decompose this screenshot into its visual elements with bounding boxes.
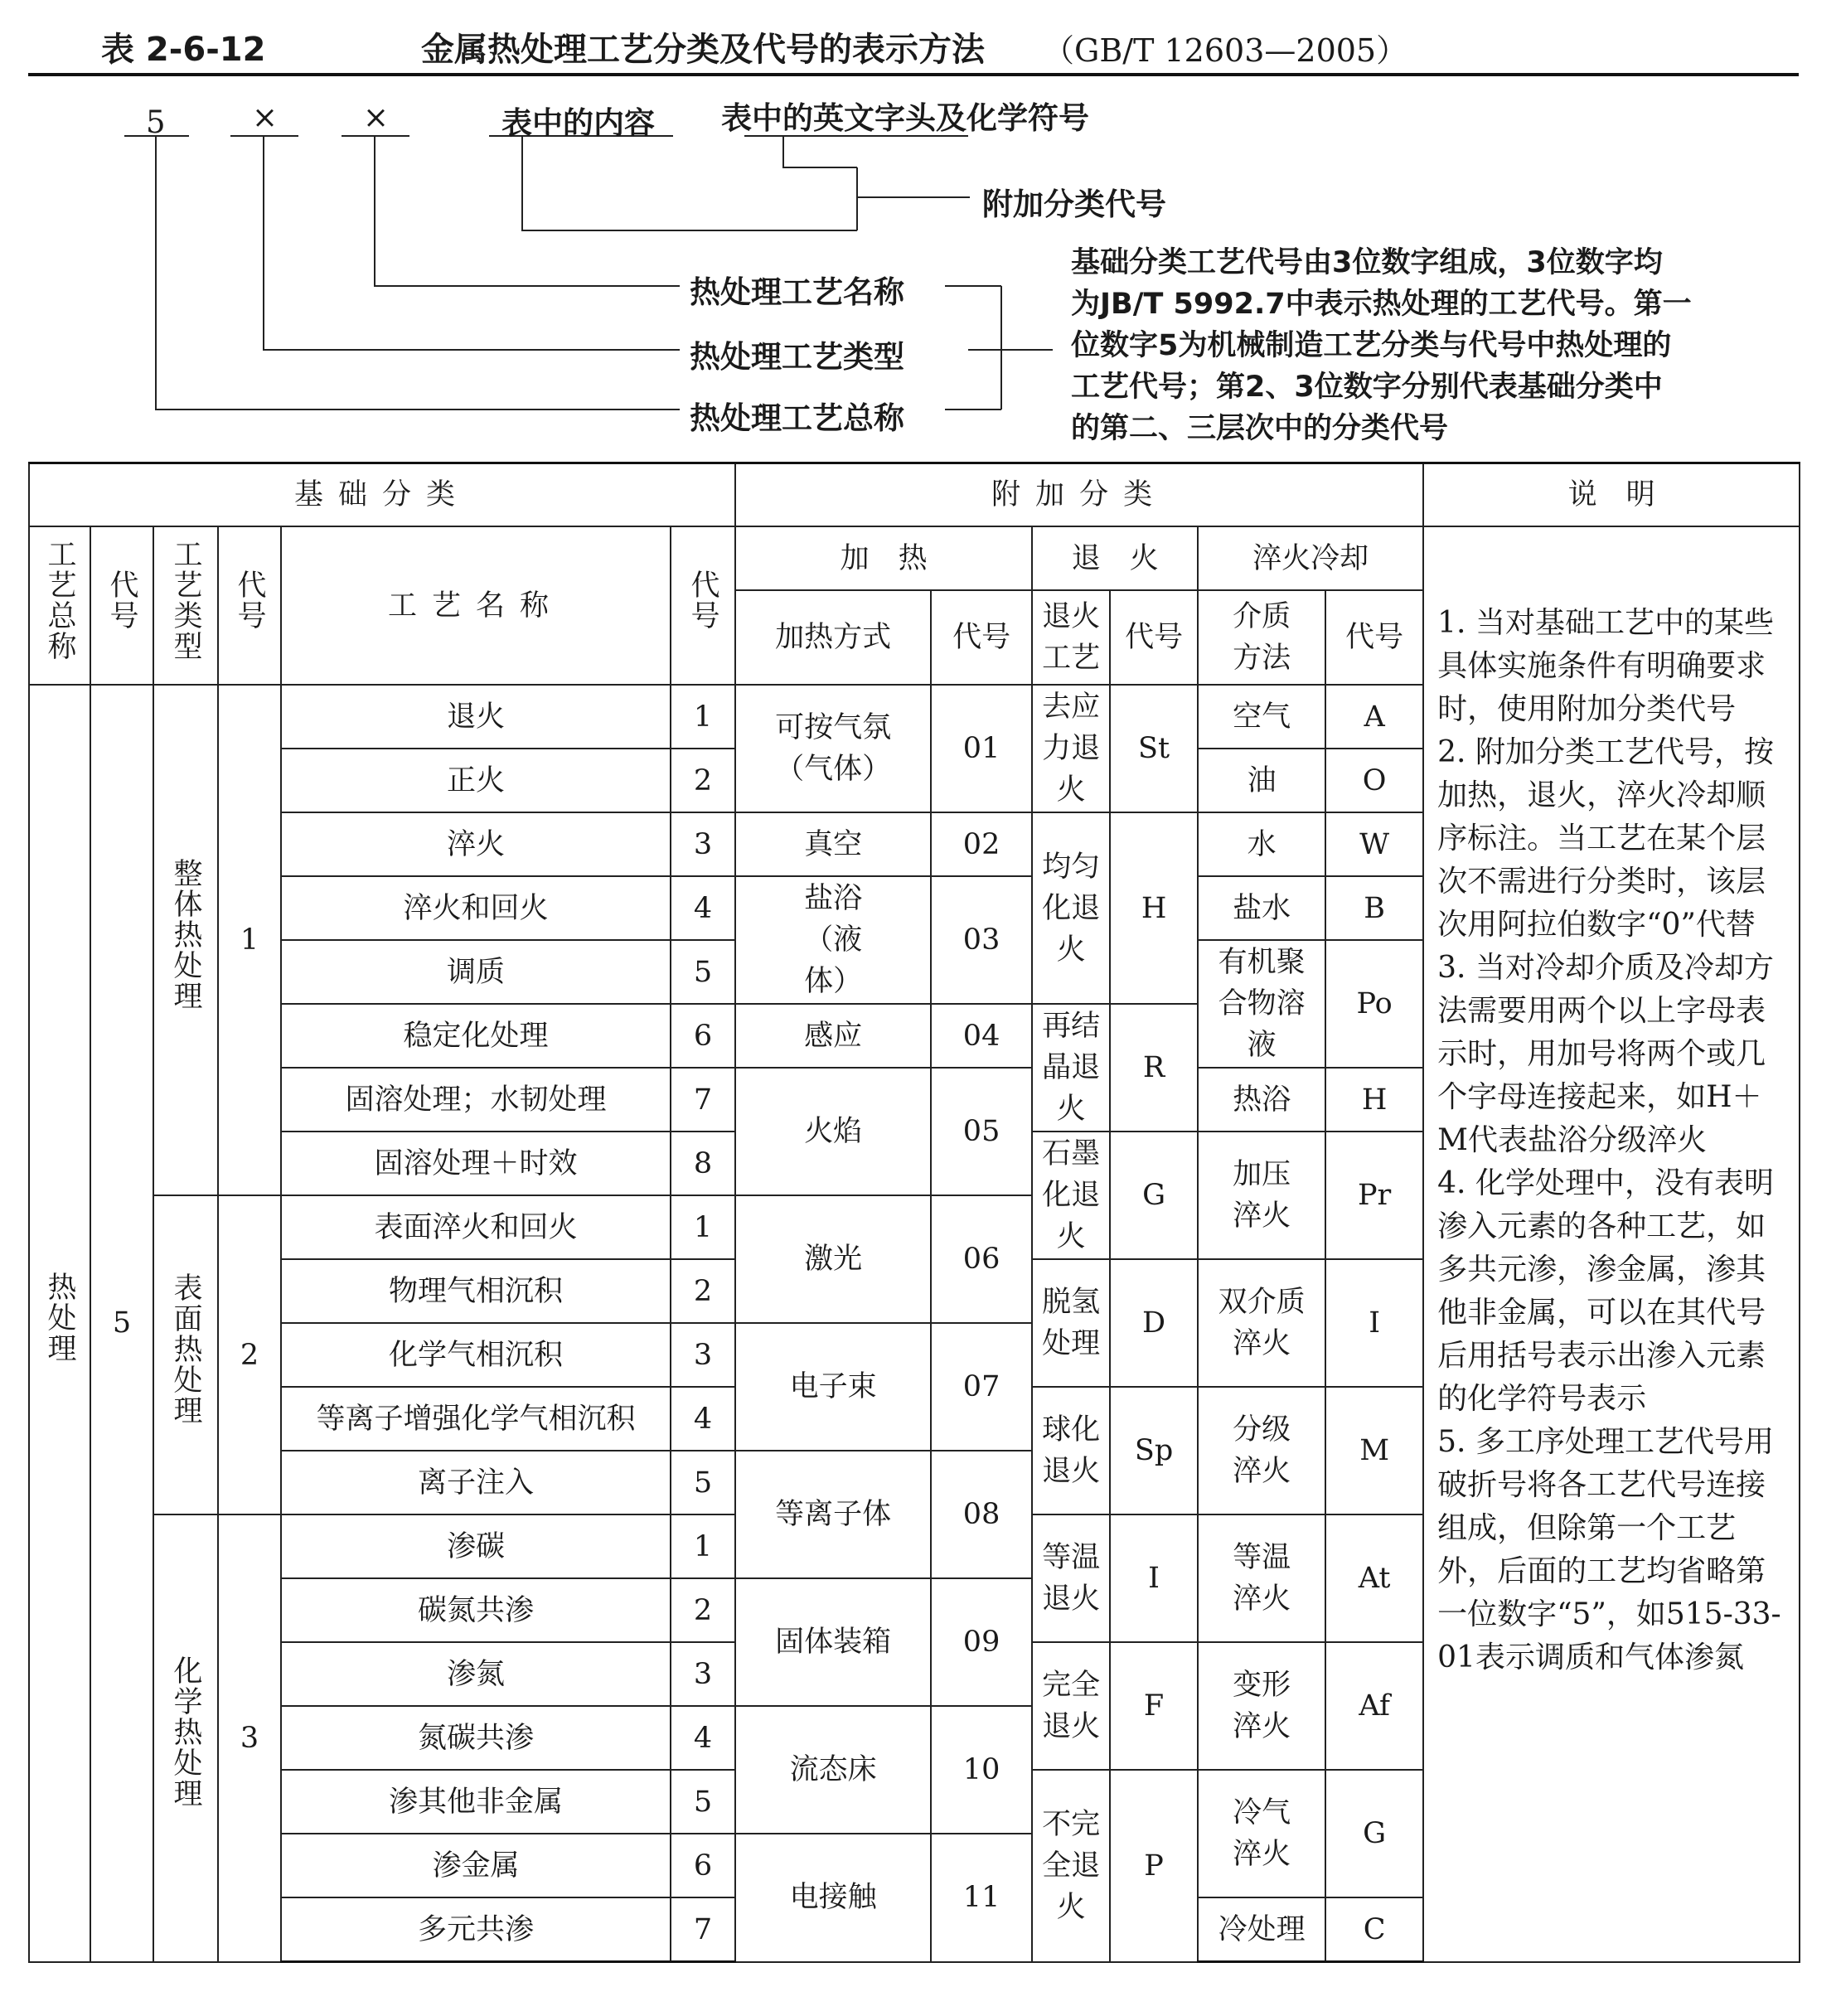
process-name-cell: 淬火 xyxy=(281,812,671,876)
heating-code-cell: 02 xyxy=(931,812,1032,876)
heating-code-cell: 03 xyxy=(931,876,1032,1004)
heating-method-cell: 电接触 xyxy=(735,1834,931,1962)
heating-code-cell: 11 xyxy=(931,1834,1032,1962)
process-name-cell: 固溶处理＋时效 xyxy=(281,1132,671,1195)
code-placeholder-2: × xyxy=(363,99,390,135)
process-code-cell: 8 xyxy=(671,1132,735,1195)
header-medium-method: 介质方法 xyxy=(1198,590,1325,685)
process-name-cell: 退火 xyxy=(281,685,671,749)
quench-code-cell: M xyxy=(1325,1387,1423,1514)
remark-item: 5. 多工序处理工艺代号用破折号将各工艺代号连接组成，但除第一个工艺外，后面的工艺均省略第一位数字“5”，如515-33-01表示调质和气体渗氮 xyxy=(1437,1425,1781,1674)
process-name-cell: 离子注入 xyxy=(281,1451,671,1514)
annealing-process-cell: 等温退火 xyxy=(1032,1514,1110,1642)
header-quench-code: 代号 xyxy=(1325,590,1423,685)
quench-code-cell: A xyxy=(1325,685,1423,749)
annealing-code-cell: Sp xyxy=(1110,1387,1198,1514)
header-basic: 基础分类 xyxy=(29,463,735,527)
heating-code-cell: 09 xyxy=(931,1578,1032,1706)
connector-letters xyxy=(783,136,857,167)
heating-method-cell: 等离子体 xyxy=(735,1451,931,1578)
label-process-name: 热处理工艺名称 xyxy=(690,274,904,310)
annealing-code-cell: R xyxy=(1110,1004,1198,1132)
heating-method-cell: 固体装箱 xyxy=(735,1578,931,1706)
quench-medium-cell: 空气 xyxy=(1198,685,1325,749)
process-name-cell: 正火 xyxy=(281,749,671,812)
annealing-process-cell: 完全退火 xyxy=(1032,1642,1110,1770)
header-heating: 加 热 xyxy=(735,526,1032,590)
header-additional: 附加分类 xyxy=(735,463,1423,527)
process-name-cell: 多元共渗 xyxy=(281,1897,671,1962)
header-heating-method: 加热方式 xyxy=(735,590,931,685)
process-code-cell: 3 xyxy=(671,1323,735,1387)
process-name-cell: 渗碳 xyxy=(281,1514,671,1578)
connector-general xyxy=(156,136,680,410)
quench-code-cell: Po xyxy=(1325,940,1423,1068)
header-remarks: 说 明 xyxy=(1423,463,1800,527)
quench-code-cell: At xyxy=(1325,1514,1423,1642)
remark-item: 4. 化学处理中，没有表明渗入元素的各种工艺，如多共元渗，渗金属，渗其他非金属，可以在其代号后用括号表示出渗入元素的化学符号表示 xyxy=(1437,1166,1774,1416)
type-name-cell: 整体热处理 xyxy=(153,685,218,1195)
process-code-cell: 5 xyxy=(671,940,735,1004)
process-code-cell: 7 xyxy=(671,1068,735,1132)
connector-content xyxy=(522,136,857,230)
heating-method-cell: 可按气氛（气体） xyxy=(735,685,931,812)
process-name-cell: 表面淬火和回火 xyxy=(281,1195,671,1259)
process-name-cell: 渗其他非金属 xyxy=(281,1770,671,1834)
page-title: 金属热处理工艺分类及代号的表示方法 xyxy=(421,31,985,69)
process-name-cell: 调质 xyxy=(281,940,671,1004)
label-process-type: 热处理工艺类型 xyxy=(690,339,904,375)
quench-medium-cell: 冷气淬火 xyxy=(1198,1770,1325,1897)
header-process-name: 工艺名称 xyxy=(281,526,671,685)
header-annealing-process: 退火工艺 xyxy=(1032,590,1110,685)
quench-medium-cell: 热浴 xyxy=(1198,1068,1325,1132)
heating-method-cell: 真空 xyxy=(735,812,931,876)
quench-code-cell: B xyxy=(1325,876,1423,940)
annealing-code-cell: P xyxy=(1110,1770,1198,1962)
process-code-cell: 5 xyxy=(671,1451,735,1514)
quench-medium-cell: 加压淬火 xyxy=(1198,1132,1325,1259)
process-code-cell: 2 xyxy=(671,1259,735,1323)
type-name-cell: 化学热处理 xyxy=(153,1514,218,1962)
quench-medium-cell: 冷处理 xyxy=(1198,1897,1325,1962)
process-name-cell: 固溶处理；水韧处理 xyxy=(281,1068,671,1132)
process-code-cell: 4 xyxy=(671,1387,735,1451)
process-code-cell: 3 xyxy=(671,812,735,876)
header-type: 工艺类型 xyxy=(153,526,218,685)
header-annealing: 退 火 xyxy=(1032,526,1198,590)
annealing-code-cell: H xyxy=(1110,812,1198,1004)
heating-code-cell: 10 xyxy=(931,1706,1032,1834)
table-number: 表 2-6-12 xyxy=(101,31,266,69)
quench-medium-cell: 有机聚合物溶液 xyxy=(1198,940,1325,1068)
header-general-name: 工艺总称 xyxy=(29,526,90,685)
process-name-cell: 淬火和回火 xyxy=(281,876,671,940)
header-general-code: 代号 xyxy=(90,526,153,685)
process-code-cell: 1 xyxy=(671,685,735,749)
heating-method-cell: 感应 xyxy=(735,1004,931,1068)
process-name-cell: 渗氮 xyxy=(281,1642,671,1706)
process-code-cell: 3 xyxy=(671,1642,735,1706)
connector-name xyxy=(375,136,680,286)
remark-item: 3. 当对冷却介质及冷却方法需要用两个以上字母表示时，用加号将两个或几个字母连接起来，如H＋M代表盐浴分级淬火 xyxy=(1437,951,1774,1157)
heating-method-cell: 电子束 xyxy=(735,1323,931,1451)
quench-medium-cell: 水 xyxy=(1198,812,1325,876)
process-name-cell: 化学气相沉积 xyxy=(281,1323,671,1387)
annealing-process-cell: 脱氢处理 xyxy=(1032,1259,1110,1387)
annealing-code-cell: F xyxy=(1110,1642,1198,1770)
connector-type xyxy=(264,136,680,350)
annealing-code-cell: G xyxy=(1110,1132,1198,1259)
general-name-cell: 热处理 xyxy=(29,685,90,1962)
quench-code-cell: O xyxy=(1325,749,1423,812)
process-code-cell: 6 xyxy=(671,1834,735,1897)
heating-code-cell: 06 xyxy=(931,1195,1032,1323)
label-table-content: 表中的内容 xyxy=(501,105,655,141)
annealing-process-cell: 均匀化退火 xyxy=(1032,812,1110,1004)
annealing-code-cell: I xyxy=(1110,1514,1198,1642)
quench-code-cell: I xyxy=(1325,1259,1423,1387)
code-explanation xyxy=(1071,242,1751,449)
quench-medium-cell: 等温淬火 xyxy=(1198,1514,1325,1642)
standard-reference: （GB/T 12603—2005） xyxy=(1043,32,1408,69)
annealing-process-cell: 不完全退火 xyxy=(1032,1770,1110,1962)
process-code-cell: 2 xyxy=(671,749,735,812)
remarks-cell xyxy=(1423,526,1800,1962)
process-name-cell: 碳氮共渗 xyxy=(281,1578,671,1642)
heating-method-cell: 流态床 xyxy=(735,1706,931,1834)
process-name-cell: 渗金属 xyxy=(281,1834,671,1897)
type-code-cell: 3 xyxy=(218,1514,281,1962)
classification-table xyxy=(28,462,1800,1963)
label-additional-code: 附加分类代号 xyxy=(982,187,1166,222)
quench-medium-cell: 油 xyxy=(1198,749,1325,812)
type-code-cell: 2 xyxy=(218,1195,281,1514)
code-placeholder-1: × xyxy=(252,99,279,135)
quench-code-cell: W xyxy=(1325,812,1423,876)
header-annealing-code: 代号 xyxy=(1110,590,1198,685)
annealing-process-cell: 球化退火 xyxy=(1032,1387,1110,1514)
general-code-cell: 5 xyxy=(90,685,153,1962)
heating-method-cell: 火焰 xyxy=(735,1068,931,1195)
header-heating-code: 代号 xyxy=(931,590,1032,685)
note-line: 基础分类工艺代号由3位数字组成，3位数字均 xyxy=(1071,246,1663,279)
heating-code-cell: 01 xyxy=(931,685,1032,812)
quench-code-cell: H xyxy=(1325,1068,1423,1132)
header-quench-cooling: 淬火冷却 xyxy=(1198,526,1423,590)
annealing-code-cell: St xyxy=(1110,685,1198,812)
annealing-process-cell: 石墨化退火 xyxy=(1032,1132,1110,1259)
remark-item: 2. 附加分类工艺代号，按加热，退火，淬火冷却顺序标注。当工艺在某个层次不需进行分类时，该层次用阿拉伯数字“0”代替 xyxy=(1437,735,1774,942)
quench-medium-cell: 分级淬火 xyxy=(1198,1387,1325,1514)
process-name-cell: 等离子增强化学气相沉积 xyxy=(281,1387,671,1451)
process-code-cell: 1 xyxy=(671,1514,735,1578)
note-line: 工艺代号；第2、3位数字分别代表基础分类中 xyxy=(1071,371,1663,404)
annealing-process-cell: 去应力退火 xyxy=(1032,685,1110,812)
quench-code-cell: Pr xyxy=(1325,1132,1423,1259)
quench-code-cell: Af xyxy=(1325,1642,1423,1770)
label-letters-symbols: 表中的英文字头及化学符号 xyxy=(721,100,1089,136)
heating-code-cell: 05 xyxy=(931,1068,1032,1195)
quench-medium-cell: 双介质淬火 xyxy=(1198,1259,1325,1387)
heating-code-cell: 08 xyxy=(931,1451,1032,1578)
process-name-cell: 氮碳共渗 xyxy=(281,1706,671,1770)
remark-item: 1. 当对基础工艺中的某些具体实施条件有明确要求时，使用附加分类代号 xyxy=(1437,606,1774,726)
heating-code-cell: 04 xyxy=(931,1004,1032,1068)
process-code-cell: 4 xyxy=(671,876,735,940)
annealing-code-cell: D xyxy=(1110,1259,1198,1387)
quench-code-cell: C xyxy=(1325,1897,1423,1962)
annealing-process-cell: 再结晶退火 xyxy=(1032,1004,1110,1132)
process-code-cell: 1 xyxy=(671,1195,735,1259)
header-type-code: 代号 xyxy=(218,526,281,685)
heating-code-cell: 07 xyxy=(931,1323,1032,1451)
process-name-cell: 稳定化处理 xyxy=(281,1004,671,1068)
type-code-cell: 1 xyxy=(218,685,281,1195)
code-digit-5: 5 xyxy=(146,104,166,140)
header-process-code: 代号 xyxy=(671,526,735,685)
process-code-cell: 7 xyxy=(671,1897,735,1962)
process-name-cell: 物理气相沉积 xyxy=(281,1259,671,1323)
label-process-general: 热处理工艺总称 xyxy=(690,400,904,436)
process-code-cell: 2 xyxy=(671,1578,735,1642)
type-name-cell: 表面热处理 xyxy=(153,1195,218,1514)
note-line: 位数字5为机械制造工艺分类与代号中热处理的 xyxy=(1071,329,1672,362)
process-code-cell: 4 xyxy=(671,1706,735,1770)
quench-code-cell: G xyxy=(1325,1770,1423,1897)
note-line: 的第二、三层次中的分类代号 xyxy=(1071,412,1449,445)
note-line: 为JB/T 5992.7中表示热处理的工艺代号。第一 xyxy=(1071,288,1692,321)
quench-medium-cell: 盐水 xyxy=(1198,876,1325,940)
process-code-cell: 5 xyxy=(671,1770,735,1834)
heating-method-cell: 激光 xyxy=(735,1195,931,1323)
process-code-cell: 6 xyxy=(671,1004,735,1068)
heating-method-cell: 盐浴（液体） xyxy=(735,876,931,1004)
quench-medium-cell: 变形淬火 xyxy=(1198,1642,1325,1770)
